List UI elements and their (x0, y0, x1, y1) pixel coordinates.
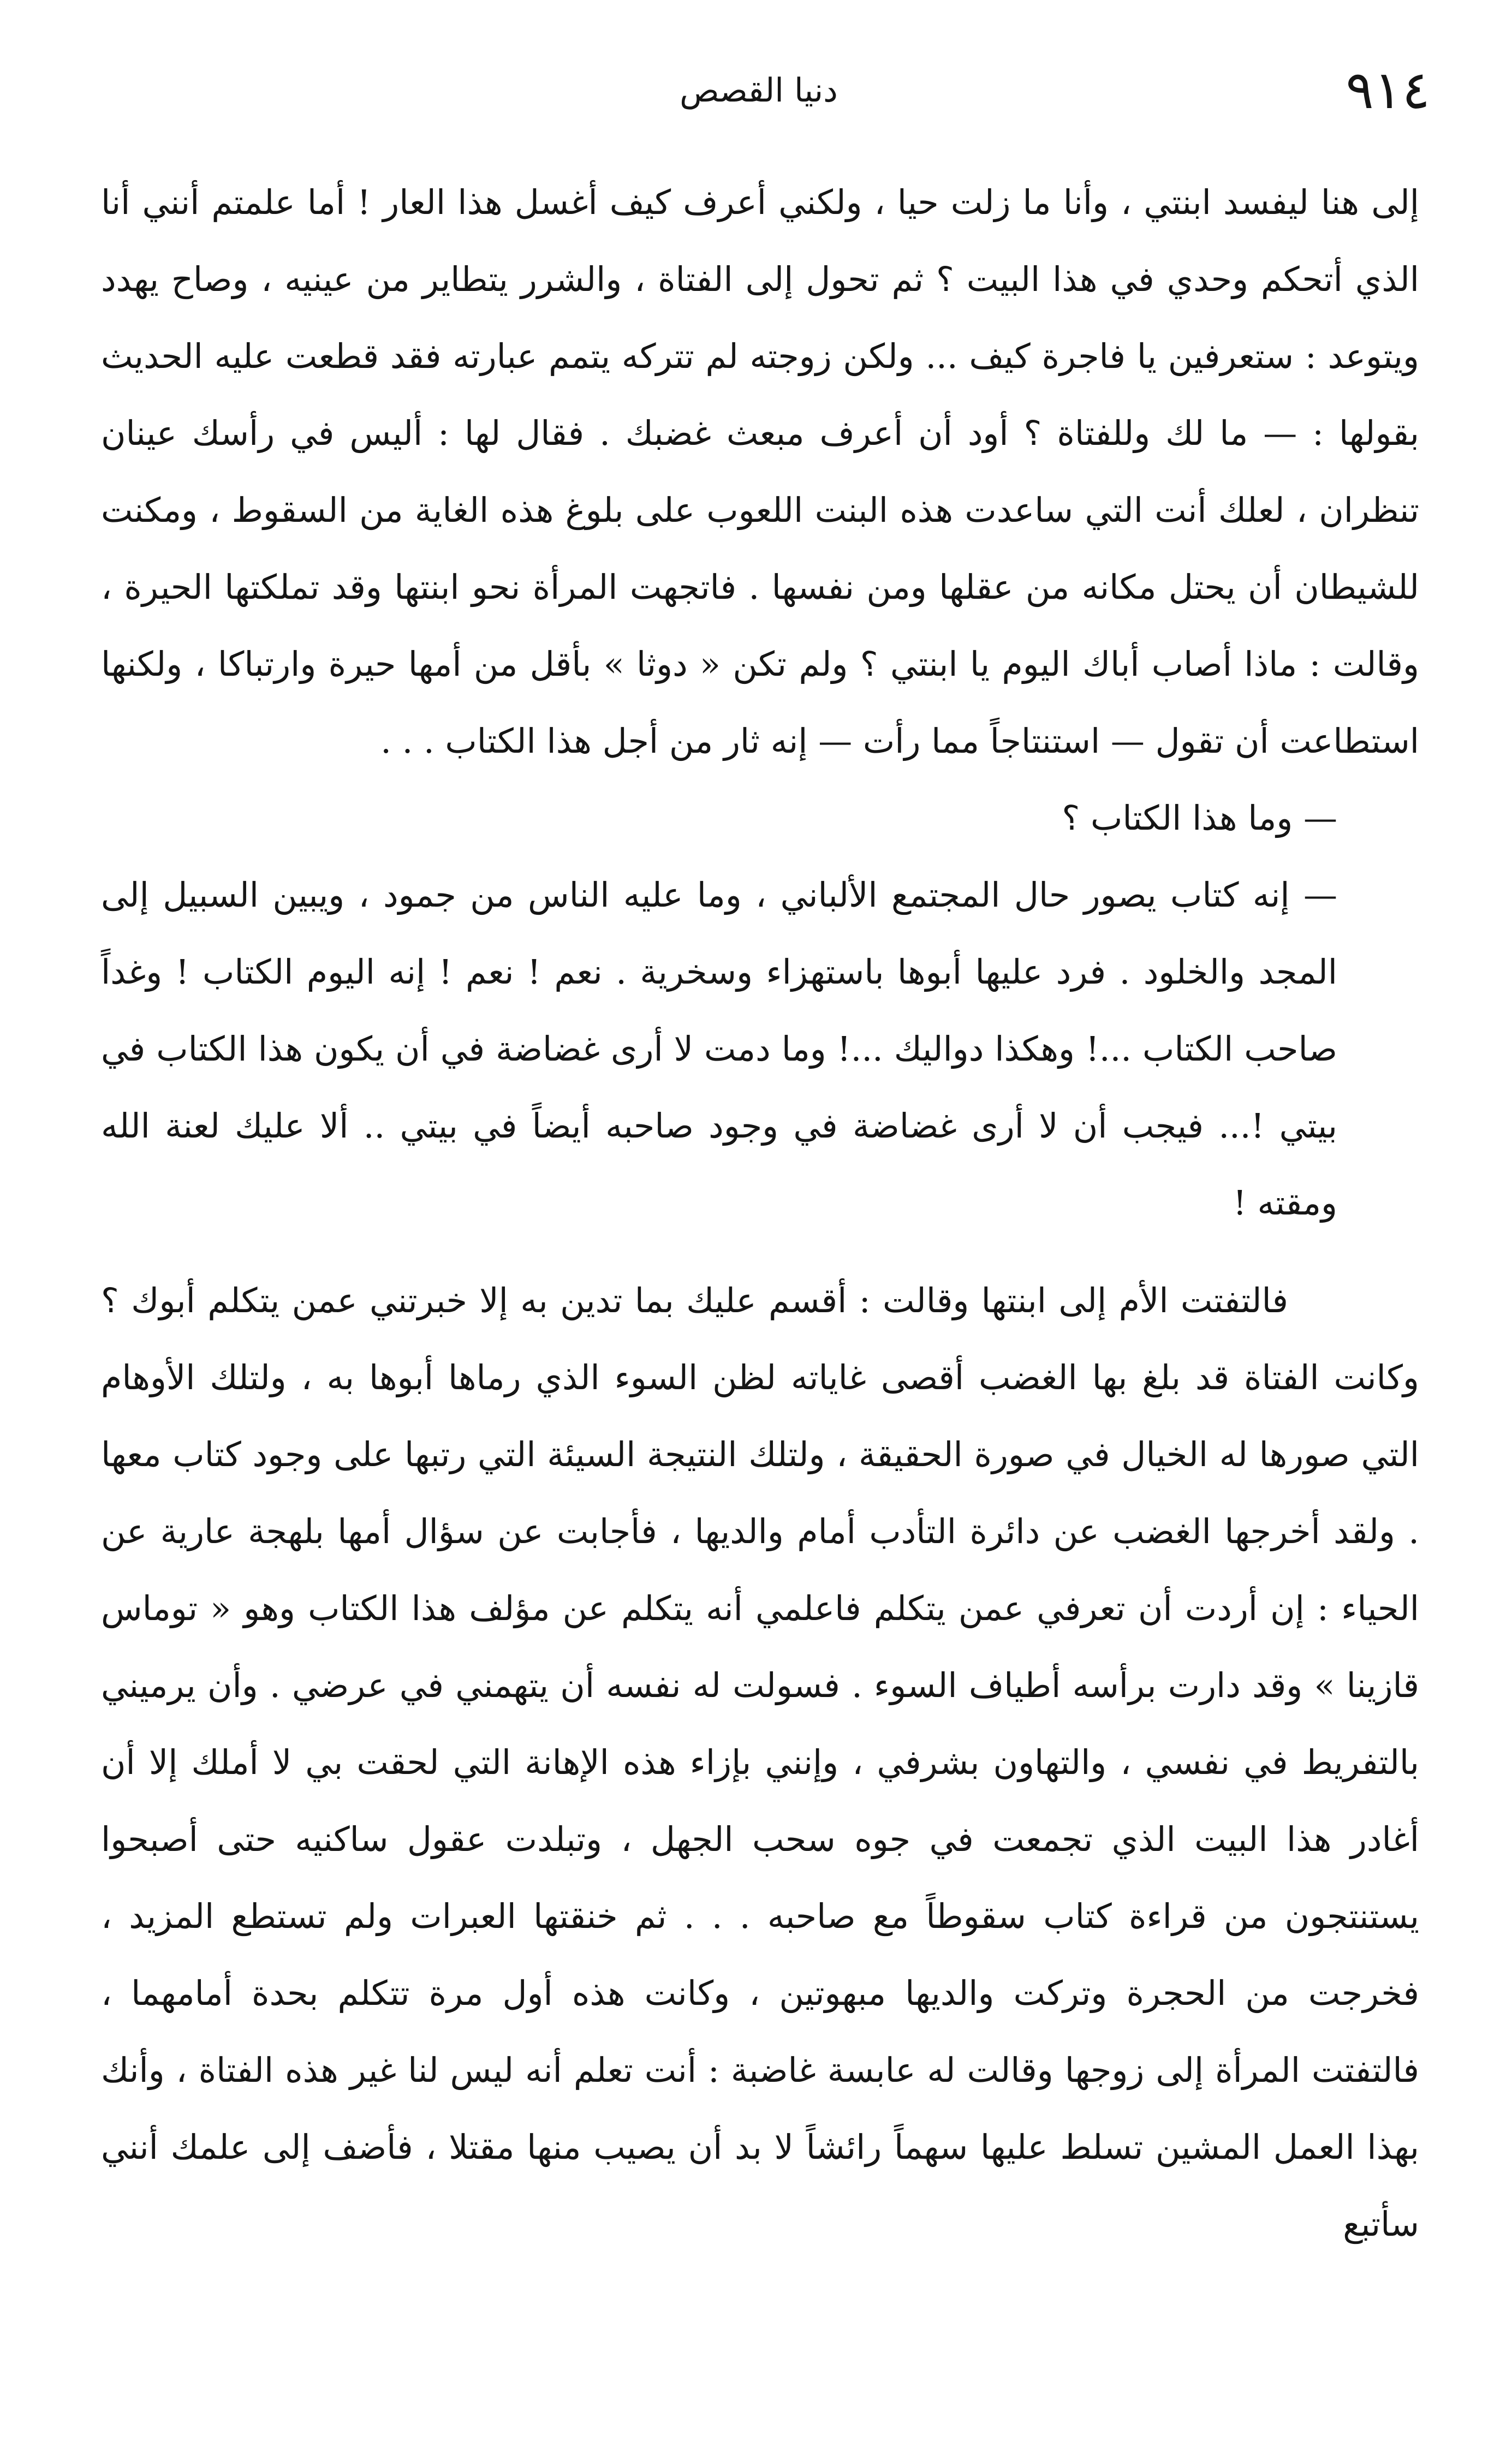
paragraph-4: فالتفتت الأم إلى ابنتها وقالت : أقسم عليك بما تدين به إلا خبرتني عمن يتكلم أبوك ؟ وكانت الفتاة قد بلغ بها الغضب أقصى غاياته لظن السوء الذي رماها أبوها به ، ولتلك الأوهام التي صورها له الخيال في صورة الحقيقة ، ولتلك النتيجة السيئة التي رتبها على وجود كتاب معها . ولقد أخرجها الغضب عن دائرة التأدب أمام والديها ، فأجابت عن سؤال أمها بلهجة عارية عن الحياء : إن أردت أن تعرفي عمن يتكلم فاعلمي أنه يتكلم عن مؤلف هذا الكتاب وهو « توماس قازينا » وقد دارت برأسه أطياف السوء . فسولت له نفسه أن يتهمني في عرضي . وأن يرميني بالتفريط في نفسي ، والتهاون بشرفي ، وإنني بإزاء هذه الإهانة التي لحقت بي لا أملك إلا أن أغادر هذا البيت الذي تجمعت في جوه سحب الجهل ، وتبلدت عقول ساكنيه حتى أصبحوا يستنتجون من قراءة كتاب سقوطاً مع صاحبه . . . ثم خنقتها العبرات ولم تستطع المزيد ، فخرجت من الحجرة وتركت والديها مبهوتين ، وكانت هذه أول مرة تتكلم بحدة أمامهما ، فالتفتت المرأة إلى زوجها وقالت له عابسة غاضبة : أنت تعلم أنه ليس لنا غير هذه الفتاة ، وأنك بهذا العمل المشين تسلط عليها سهماً رائشاً لا بد أن يصيب منها مقتلا ، فأضف إلى علمك أنني سأتبع (101, 1281, 1420, 2244)
body-text (101, 164, 1419, 2263)
paragraph-2-question: — وما هذا الكتاب ؟ (1062, 798, 1337, 838)
paragraph-3-answer: — إنه كتاب يصور حال المجتمع الألباني ، وما عليه الناس من جمود ، ويبين السبيل إلى المجد والخلود . فرد عليها أبوها باستهزاء وسخرية . نعم ! نعم ! إنه اليوم الكتاب ! وغداً صاحب الكتاب ...! وهكذا دواليك ...! وما دمت لا أرى غضاضة في أن يكون هذا الكتاب في بيتي !... فيجب أن لا أرى غضاضة في وجود صاحبه أيضاً في بيتي .. ألا عليك لعنة الله ومقته ! (101, 875, 1337, 1223)
paragraph-1: إلى هنا ليفسد ابنتي ، وأنا ما زلت حيا ، ولكني أعرف كيف أغسل هذا العار ! أما علمتم أنني أنا الذي أتحكم وحدي في هذا البيت ؟ ثم تحول إلى الفتاة ، والشرر يتطاير من عينيه ، وصاح يهدد ويتوعد : ستعرفين يا فاجرة كيف ... ولكن زوجته لم تتركه يتمم عبارته فقد قطعت عليه الحديث بقولها : — ما لك وللفتاة ؟ أود أن أعرف مبعث غضبك . فقال لها : أليس في رأسك عينان تنظران ، لعلك أنت التي ساعدت هذه البنت اللعوب على بلوغ هذه الغاية من السقوط ، ومكنت للشيطان أن يحتل مكانه من عقلها ومن نفسها . فاتجهت المرأة نحو ابنتها وقد تملكتها الحيرة ، وقالت : ماذا أصاب أباك اليوم يا ابنتي ؟ ولم تكن « دوثا » بأقل من أمها حيرة وارتباكا ، ولكنها استطاعت أن تقول — استنتاجاً مما رأت — إنه ثار من أجل هذا الكتاب . . . (101, 182, 1419, 761)
running-title: دنيا القصص (680, 72, 838, 110)
page-number: ٩١٤ (1346, 59, 1430, 121)
page-header (0, 57, 1512, 123)
